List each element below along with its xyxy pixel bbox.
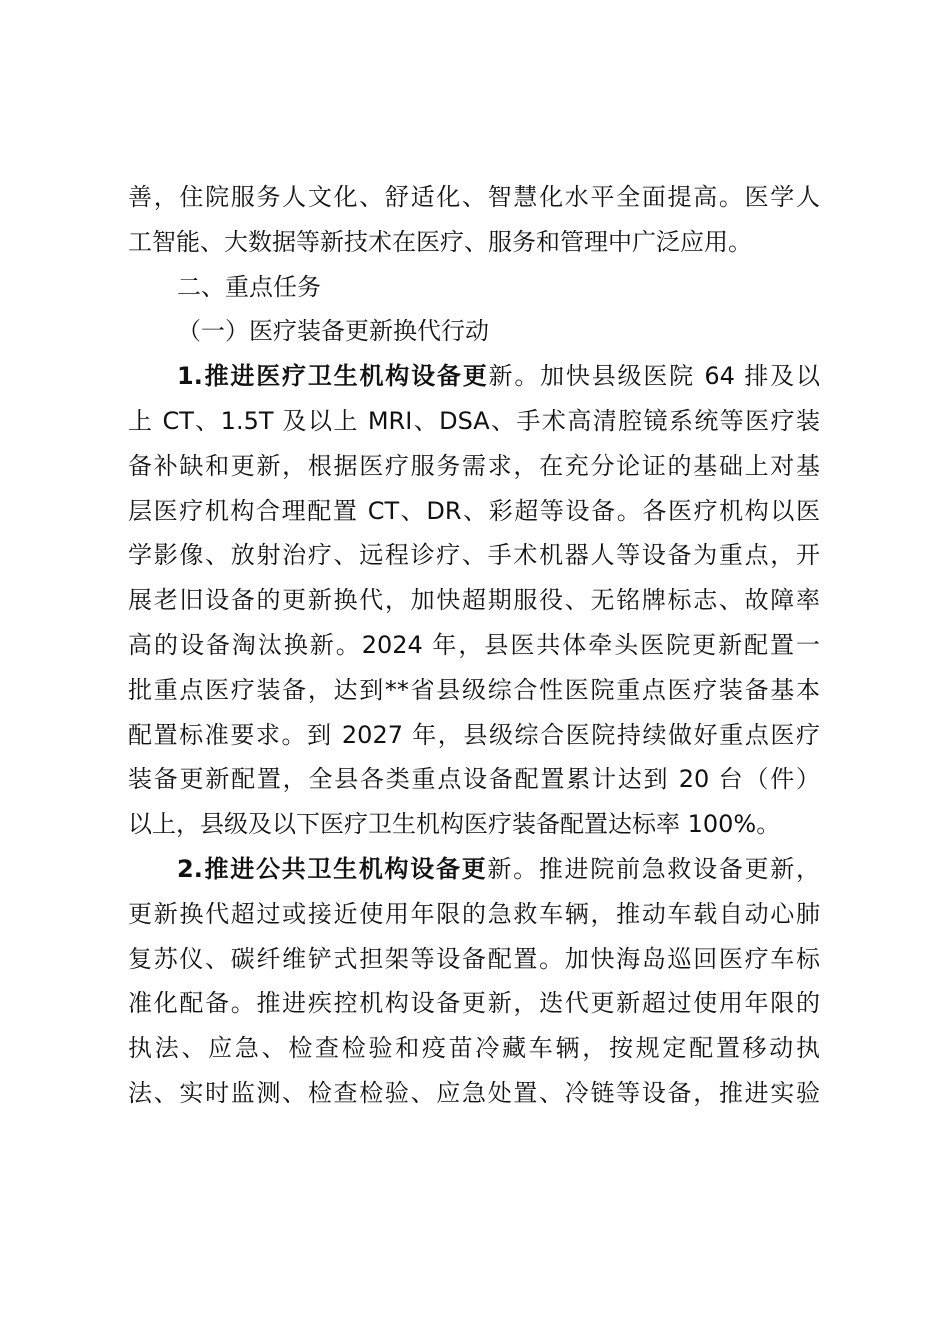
item-1-line-7: 高的设备淘汰换新。2024 年，县医共体牵头医院更新配置一: [128, 630, 820, 659]
item-1-line-4: 层医疗机构合理配置 CT、DR、彩超等设备。各医疗机构以医: [128, 496, 820, 525]
item-1-line-8: 批重点医疗装备，达到**省县级综合性医院重点医疗装备基本: [128, 675, 820, 704]
paragraph-line-2: 工智能、大数据等新技术在医疗、服务和管理中广泛应用。: [128, 227, 752, 256]
item-1-line-11: 以上，县级及以下医疗卫生机构医疗装备配置达标率 100%。: [128, 810, 781, 839]
document-body: [128, 175, 820, 1116]
item-1-line-2: 上 CT、1.5T 及以上 MRI、DSA、手术高清腔镜系统等医疗装: [128, 406, 820, 435]
item-1-heading: 1.推进医疗卫生机构设备更: [177, 362, 489, 391]
item-1-line-3: 备补缺和更新，根据医疗服务需求，在充分论证的基础上对基: [128, 451, 820, 480]
section-heading: 二、重点任务: [177, 272, 321, 301]
item-1-line-10: 装备更新配置，全县各类重点设备配置累计达到 20 台（件）: [128, 765, 820, 794]
subsection-heading: （一）医疗装备更新换代行动: [177, 317, 489, 346]
item-2-line-4: 准化配备。推进疾控机构设备更新，迭代更新超过使用年限的: [128, 989, 820, 1018]
item-1-line-6: 展老旧设备的更新换代，加快超期服役、无铭牌标志、故障率: [128, 586, 820, 615]
item-2-line-3: 复苏仪、碳纤维铲式担架等设备配置。加快海岛巡回医疗车标: [128, 944, 820, 973]
item-1-line-5: 学影像、放射治疗、远程诊疗、手术机器人等设备为重点，开: [128, 541, 820, 570]
paragraph-line-1: 善，住院服务人文化、舒适化、智慧化水平全面提高。医学人: [128, 183, 820, 211]
item-1-line-9: 配置标准要求。到 2027 年，县级综合医院持续做好重点医疗: [128, 720, 820, 749]
item-2-line-1: 2.推进公共卫生机构设备更新。推进院前急救设备更新，: [177, 854, 820, 883]
item-2-heading: 2.推进公共卫生机构设备更: [177, 854, 488, 883]
item-2-line-5: 执法、应急、检查检验和疫苗冷藏车辆，按规定配置移动执: [128, 1034, 820, 1063]
item-1-line-1: 1.推进医疗卫生机构设备更新。加快县级医院 64 排及以: [177, 362, 820, 391]
item-2-line-2: 更新换代超过或接近使用年限的急救车辆，推动车载自动心肺: [128, 899, 820, 928]
item-2-line-6: 法、实时监测、检查检验、应急处置、冷链等设备，推进实验: [128, 1078, 820, 1107]
